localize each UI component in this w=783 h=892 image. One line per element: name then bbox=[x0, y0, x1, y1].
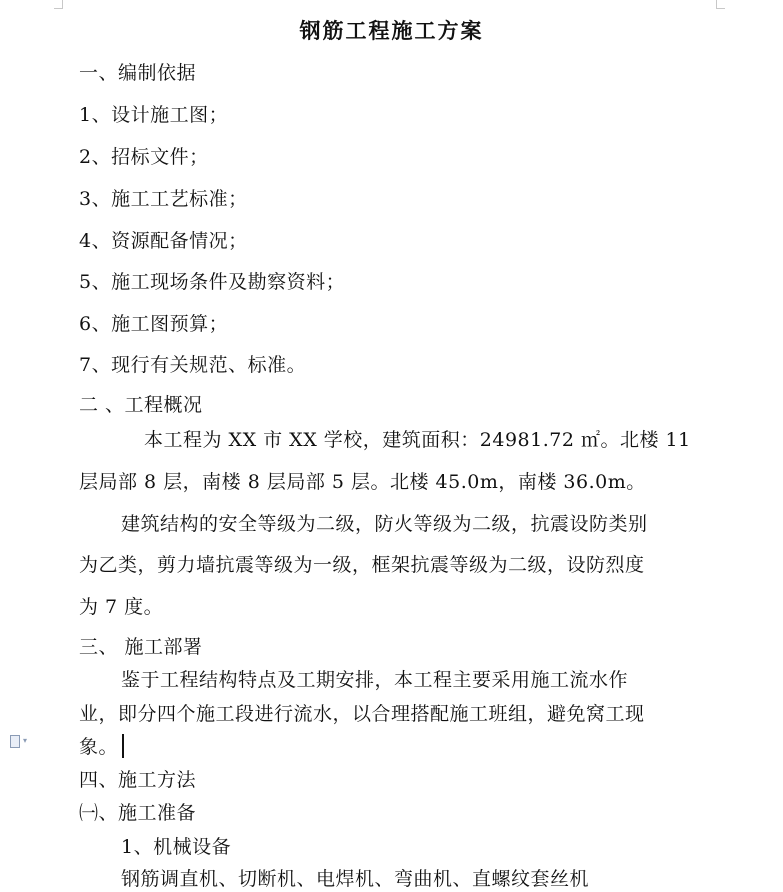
paragraph-line: 为乙类，剪力墙抗震等级为一级，框架抗震等级为二级，设防烈度 bbox=[79, 554, 645, 576]
paragraph-line: 为 7 度。 bbox=[79, 596, 164, 618]
section-heading-3: 三、 施工部署 bbox=[79, 636, 203, 658]
crop-mark-top-right-h bbox=[716, 8, 725, 9]
subsection-heading: ㈠、施工准备 bbox=[79, 802, 197, 824]
cut-off-line-container bbox=[0, 866, 783, 890]
list-item: 4、资源配备情况； bbox=[79, 230, 248, 252]
document-title: 钢筋工程施工方案 bbox=[299, 18, 484, 43]
crop-mark-top-left-h bbox=[54, 8, 63, 9]
section-heading-1: 一、编制依据 bbox=[79, 62, 197, 84]
paragraph-line: 鉴于工程结构特点及工期安排，本工程主要采用施工流水作 bbox=[121, 669, 629, 691]
section-heading-2: 二 、工程概况 bbox=[79, 394, 203, 416]
subsection-item: 1、机械设备 bbox=[121, 836, 232, 858]
text-cursor bbox=[122, 734, 124, 758]
list-item: 1、设计施工图； bbox=[79, 104, 229, 126]
paragraph-line-with-cursor[interactable] bbox=[79, 734, 124, 760]
list-item: 2、招标文件； bbox=[79, 146, 209, 168]
paragraph-line: 本工程为 XX 市 XX 学校，建筑面积：24981.72 ㎡。北楼 11 bbox=[144, 429, 691, 451]
paragraph-line: 层局部 8 层，南楼 8 层局部 5 层。北楼 45.0m，南楼 36.0m。 bbox=[79, 471, 646, 493]
crop-mark-top-right-v bbox=[716, 0, 717, 8]
list-item: 7、现行有关规范、标准。 bbox=[79, 354, 307, 376]
paragraph-text: 象。 bbox=[79, 736, 119, 758]
crop-mark-top-left-v bbox=[62, 0, 63, 8]
paragraph-layout-icon[interactable]: ▾ bbox=[10, 735, 32, 747]
section-heading-4: 四、施工方法 bbox=[79, 769, 197, 791]
list-item: 3、施工工艺标准； bbox=[79, 188, 248, 210]
paragraph-line-cut: 钢筋调直机、切断机、电焊机、弯曲机、直螺纹套丝机 bbox=[121, 868, 590, 890]
list-item: 6、施工图预算； bbox=[79, 313, 229, 335]
paragraph-line: 建筑结构的安全等级为二级，防火等级为二级，抗震设防类别 bbox=[121, 513, 648, 535]
paragraph-line: 业，即分四个施工段进行流水，以合理搭配施工班组，避免窝工现 bbox=[79, 703, 645, 725]
list-item: 5、施工现场条件及勘察资料； bbox=[79, 271, 346, 293]
